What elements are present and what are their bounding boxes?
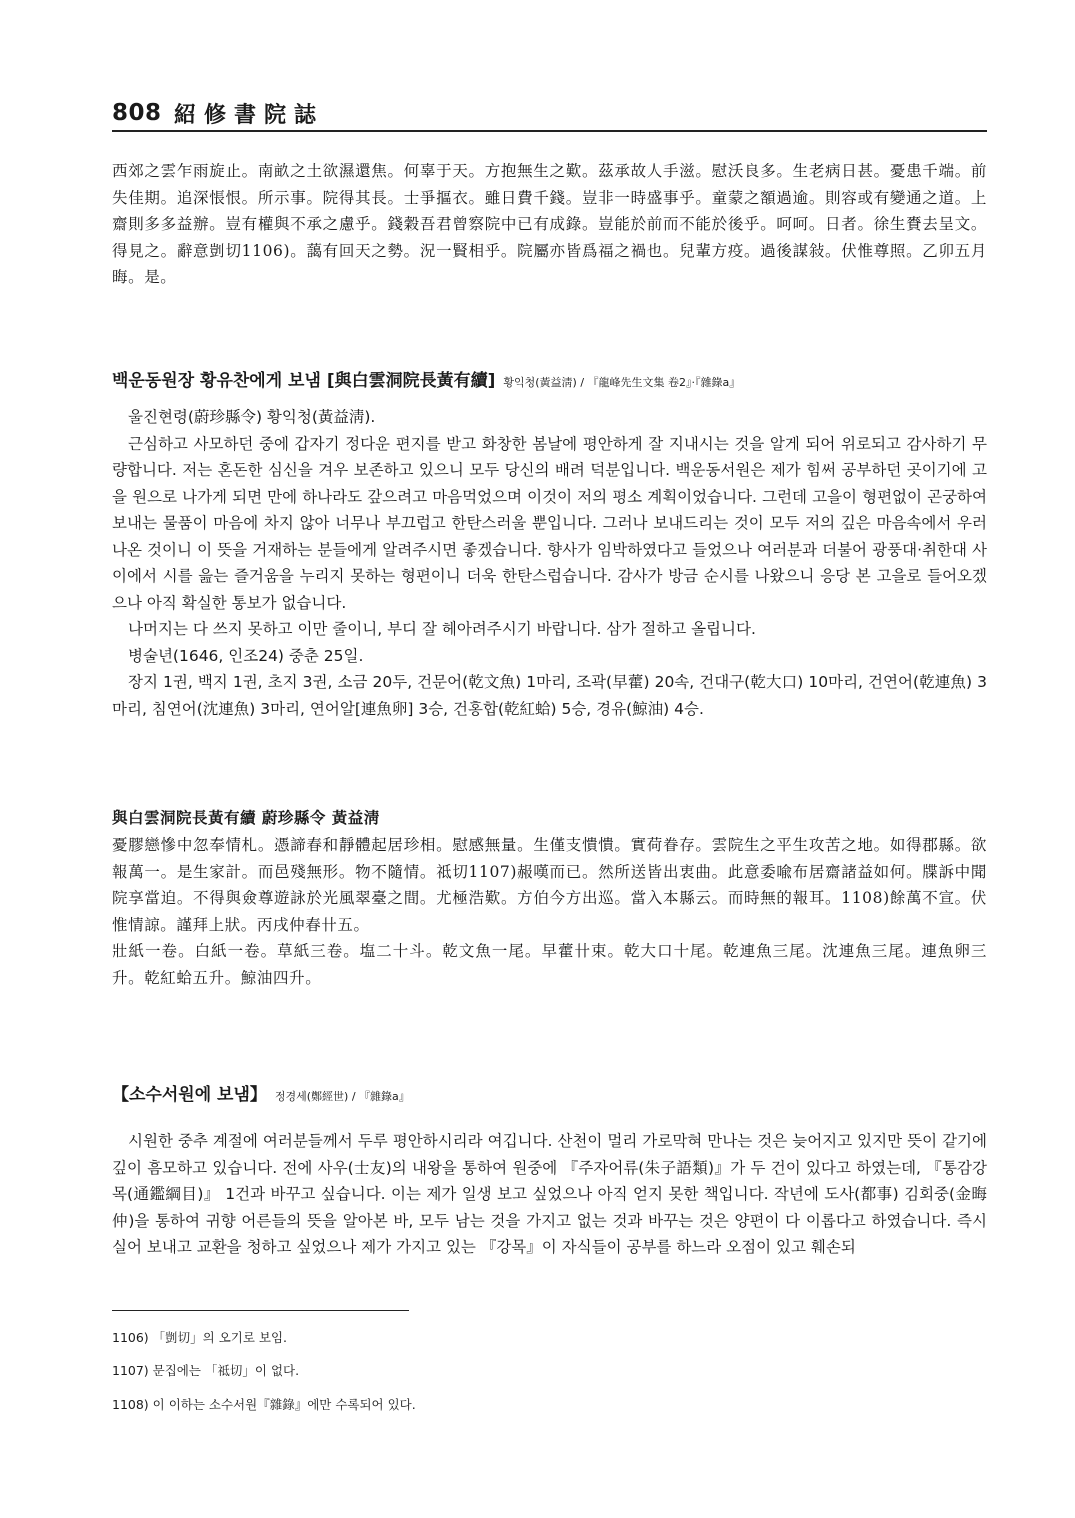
top-passage: 西郊之雲乍雨旋止。南畝之土欲濕還焦。何辜于天。方抱無生之歎。茲承故人手滋。慰沃良多。生老病日甚。憂患千端。前失佳期。追深悵恨。所示事。院得其長。士爭摳衣。雖日費千錢。豈非一時盛事乎。童蒙之額過逾。則容或有變通之道。上齋則多多益辦。豈有權與不承之慮乎。錢穀吾君曾察院中已有成錄。豈能於前而不能於後乎。呵呵。日者。徐生賚去呈文。得見之。辭意剴切1106)。藹有回天之勢。況一賢相乎。院屬亦皆爲福之禍也。兒輩方疫。過後謀敍。伏惟尊照。乙卯五月晦。是。: [112, 162, 987, 286]
section2-body: [112, 1128, 987, 1261]
footnote-1108: 1108) 이 이하는 소수서원『雜錄』에만 수록되어 있다.: [112, 1397, 416, 1412]
section2-heading: [112, 1080, 987, 1105]
section1-paragraph2: 나머지는 다 쓰지 못하고 이만 줄이니, 부디 잘 헤아려주시기 바랍니다. 삼가 절하고 올립니다.: [128, 620, 756, 638]
section1-source: 황익청(黃益淸) / 『龍峰先生文集 卷2』·『雜錄a』: [503, 376, 741, 389]
section2-paragraph1: 시원한 중추 계절에 여러분들께서 두루 평안하시리라 여깁니다. 산천이 멀리 가로막혀 만나는 것은 늦어지고 있지만 뜻이 같기에 깊이 흠모하고 있습니다. 전에 사우(士友)의 내왕을 통하여 원중에 『주자어류(朱子語類)』가 두 건이 있다고 하였는데, 『통감강목(通鑑綱目)』 1건과 바꾸고 싶습니다. 이는 제가 일생 보고 싶었으나 아직 얻지 못한 책입니다. 작년에 도사(都事) 김회중(金晦仲)을 통하여 귀향 어른들의 뜻을 알아본 바, 모두 남는 것을 가지고 없는 것과 바꾸는 것은 양편이 다 이롭다고 하였습니다. 즉시 실어 보내고 교환을 청하고 싶었으나 제가 가지고 있는 『강목』이 자식들이 공부를 하느라 오점이 있고 훼손되: [112, 1132, 987, 1256]
page-header: [112, 98, 987, 132]
book-title: 紹修書院誌: [174, 102, 325, 128]
original-text: 憂膠戀慘中忽奉情札。憑諦春和靜體起居珍相。慰感無量。生僅支憒憒。實荷眷存。雲院生之平生攻苦之地。如得郡縣。欲報萬一。是生家計。而邑殘無形。物不隨情。祗切1107)赧嘆而已。然所送皆出衷曲。此意委喩布居齋諸益如何。牒訴中聞院享當迫。不得與僉尊遊詠於光風翠臺之間。尤極浩歎。方伯今方出巡。當入本縣云。而時無的報耳。1108)餘萬不宣。伏惟情諒。謹拜上狀。丙戌仲春卄五。: [112, 836, 987, 934]
section1-gift-list: 장지 1권, 백지 1권, 초지 3권, 소금 20두, 건문어(乾文魚) 1마리, 조곽(早藿) 20속, 건대구(乾大口) 10마리, 건연어(乾連魚) 3마리, 침연어(沈連魚) 3마리, 연어알[連魚卵] 3승, 건홍합(乾紅蛤) 5승, 경유(鯨油) 4승.: [112, 673, 987, 718]
section2-source: 정경세(鄭經世) / 『雜錄a』: [274, 1090, 410, 1103]
section1-date: 병술년(1646, 인조24) 중춘 25일.: [128, 646, 364, 665]
section2-title: 【소수서원에 보냄】: [112, 1085, 267, 1105]
page-number: 808: [112, 100, 162, 126]
section1-paragraph1: 근심하고 사모하던 중에 갑자기 정다운 편지를 받고 화창한 봄날에 평안하게 잘 지내시는 것을 알게 되어 위로되고 감사하기 무량합니다. 저는 혼돈한 심신을 겨우 보존하고 있으니 모두 당신의 배려 덕분입니다. 백운동서원은 제가 힘써 공부하던 곳이기에 고을 원으로 나가게 되면 만에 하나라도 갚으려고 마음먹었으며 이것이 저의 평소 계획이었습니다. 그런데 고을이 형편없이 곤궁하여 보내는 물품이 마음에 차지 않아 너무나 부끄럽고 한탄스러울 뿐입니다. 그러나 보내드리는 것이 모두 저의 깊은 마음속에서 우러나온 것이니 이 뜻을 거재하는 분들에게 알려주시면 좋겠습니다. 향사가 임박하였다고 들었으나 여러분과 더불어 광풍대·취한대 사이에서 시를 읊는 즐거움을 누리지 못하는 형편이니 더욱 한탄스럽습니다. 감사가 방금 순시를 나왔으니 응당 본 고을로 들어오겠으나 아직 확실한 통보가 없습니다.: [112, 434, 987, 612]
original-heading: 與白雲洞院長黃有續 蔚珍縣令 黃益淸: [112, 808, 380, 827]
footnote-rule: [112, 1310, 409, 1311]
section1-original: [112, 806, 987, 991]
footnote-1107: 1107) 문집에는 「祗切」이 없다.: [112, 1363, 300, 1378]
section1-korean: [112, 404, 987, 722]
header-rule: [112, 130, 987, 132]
footnote-1106: 1106) 「剴切」의 오기로 보임.: [112, 1330, 288, 1345]
original-gift-list: 壯紙一卷。白紙一卷。草紙三卷。塩二十斗。乾文魚一尾。早藿卄束。乾大口十尾。乾連魚三尾。沈連魚三尾。連魚卵三升。乾紅蛤五升。鯨油四升。: [112, 942, 987, 987]
section1-addressee: 울진현령(蔚珍縣令) 황익청(黃益淸).: [128, 408, 376, 426]
section1-title: 백운동원장 황유찬에게 보냄 [與白雲洞院長黃有續]: [112, 371, 496, 391]
section1-heading: [112, 366, 987, 391]
top-passage-block: [112, 158, 987, 291]
